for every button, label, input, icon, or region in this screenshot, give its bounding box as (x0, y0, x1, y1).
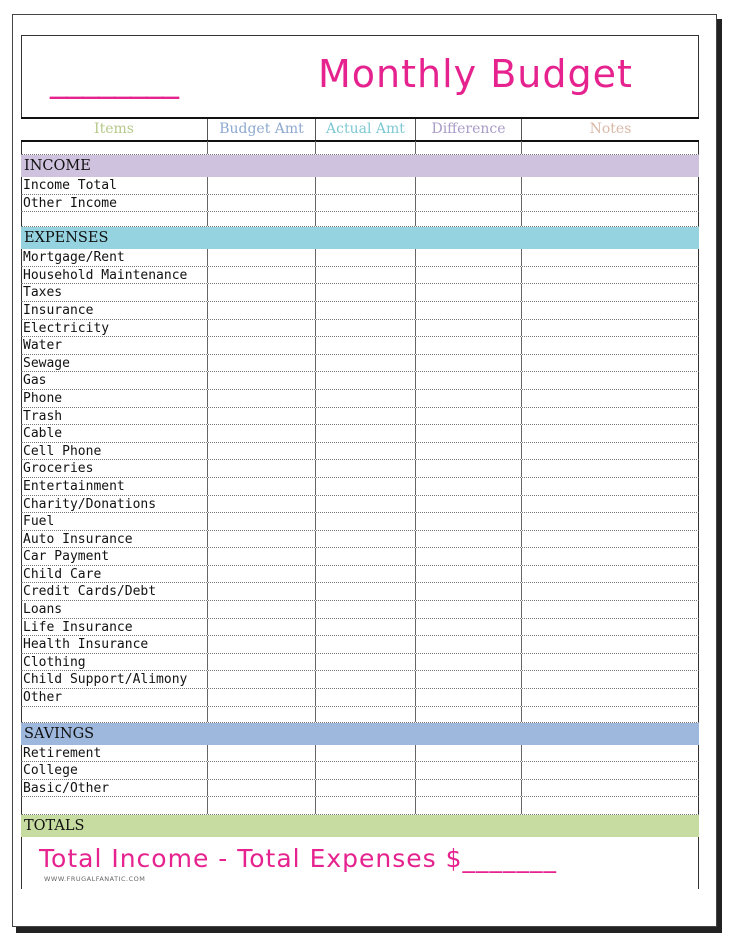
budget-amt-cell[interactable] (207, 654, 315, 671)
row-label: Auto Insurance (23, 531, 133, 547)
blank-cell[interactable] (21, 212, 207, 226)
column-header-actual-amt: Actual Amt (315, 119, 415, 140)
section-header-savings: SAVINGS (21, 723, 699, 745)
section-header-income: INCOME (21, 155, 699, 177)
budget-amt-cell[interactable] (207, 337, 315, 354)
spacer-row (21, 212, 699, 227)
expense-row (21, 566, 699, 584)
notes-cell[interactable] (521, 762, 699, 779)
budget-amt-cell[interactable] (207, 355, 315, 372)
budget-amt-cell[interactable] (207, 249, 315, 266)
spacer-row (21, 797, 699, 815)
row-label: Cell Phone (23, 443, 102, 459)
blank-cell[interactable] (21, 141, 207, 154)
expense-row (21, 531, 699, 549)
row-label: Car Payment (23, 549, 110, 565)
blank-cell[interactable] (315, 212, 415, 226)
row-label: Fuel (23, 514, 55, 530)
notes-cell[interactable] (521, 636, 699, 653)
expense-row (21, 443, 699, 461)
row-label: Income Total (23, 178, 117, 193)
actual-amt-cell[interactable] (315, 636, 415, 653)
income-row (21, 195, 699, 213)
actual-amt-cell[interactable] (315, 531, 415, 548)
budget-amt-cell[interactable] (207, 762, 315, 779)
row-label: Basic/Other (23, 780, 110, 796)
actual-amt-cell[interactable] (315, 762, 415, 779)
difference-cell[interactable] (415, 745, 521, 762)
row-label: Loans (23, 602, 63, 618)
notes-cell[interactable] (521, 337, 699, 354)
spacer-row (21, 141, 699, 155)
row-label: Insurance (23, 302, 94, 318)
budget-amt-cell[interactable] (207, 425, 315, 442)
actual-amt-cell[interactable] (315, 249, 415, 266)
savings-row (21, 762, 699, 780)
actual-amt-cell[interactable] (315, 478, 415, 495)
difference-cell[interactable] (415, 284, 521, 301)
blank-cell[interactable] (521, 707, 699, 722)
difference-cell[interactable] (415, 355, 521, 372)
actual-amt-cell[interactable] (315, 443, 415, 460)
blank-cell[interactable] (315, 141, 415, 154)
notes-cell[interactable] (521, 496, 699, 513)
blank-cell[interactable] (415, 212, 521, 226)
difference-cell[interactable] (415, 177, 521, 194)
row-label: Trash (23, 408, 63, 424)
section-header-expenses: EXPENSES (21, 227, 699, 249)
budget-amt-cell[interactable] (207, 531, 315, 548)
expense-row (21, 372, 699, 390)
expense-row (21, 249, 699, 267)
blank-cell[interactable] (415, 797, 521, 814)
expense-row (21, 601, 699, 619)
actual-amt-cell[interactable] (315, 460, 415, 477)
notes-cell[interactable] (521, 583, 699, 600)
actual-amt-cell[interactable] (315, 566, 415, 583)
actual-amt-cell[interactable] (315, 284, 415, 301)
notes-cell[interactable] (521, 548, 699, 565)
actual-amt-cell[interactable] (315, 583, 415, 600)
budget-amt-cell[interactable] (207, 745, 315, 762)
difference-cell[interactable] (415, 780, 521, 797)
difference-cell[interactable] (415, 566, 521, 583)
row-label: Gas (23, 373, 47, 389)
budget-amt-cell[interactable] (207, 478, 315, 495)
expense-row (21, 355, 699, 373)
actual-amt-cell[interactable] (315, 302, 415, 319)
difference-cell[interactable] (415, 654, 521, 671)
blank-cell[interactable] (415, 707, 521, 722)
budget-amt-cell[interactable] (207, 513, 315, 530)
blank-cell[interactable] (207, 707, 315, 722)
difference-cell[interactable] (415, 601, 521, 618)
expense-row (21, 390, 699, 408)
notes-cell[interactable] (521, 654, 699, 671)
difference-cell[interactable] (415, 302, 521, 319)
blank-cell[interactable] (315, 707, 415, 722)
budget-amt-cell[interactable] (207, 443, 315, 460)
budget-amt-cell[interactable] (207, 320, 315, 337)
difference-cell[interactable] (415, 372, 521, 389)
row-label: Child Care (23, 566, 102, 582)
budget-amt-cell[interactable] (207, 548, 315, 565)
notes-cell[interactable] (521, 177, 699, 194)
row-label: Cable (23, 426, 63, 442)
row-label: College (23, 763, 78, 779)
blank-cell[interactable] (521, 212, 699, 226)
blank-cell[interactable] (415, 141, 521, 154)
notes-cell[interactable] (521, 513, 699, 530)
actual-amt-cell[interactable] (315, 601, 415, 618)
difference-cell[interactable] (415, 443, 521, 460)
row-label: Clothing (23, 654, 86, 670)
blank-cell[interactable] (21, 707, 207, 722)
budget-form (21, 35, 699, 889)
row-label: Other (23, 690, 63, 706)
expense-row (21, 636, 699, 654)
totals-formula: Total Income - Total Expenses $_______ (39, 844, 558, 873)
row-label: Household Maintenance (23, 267, 188, 283)
difference-cell[interactable] (415, 513, 521, 530)
notes-cell[interactable] (521, 780, 699, 797)
actual-amt-cell[interactable] (315, 267, 415, 284)
actual-amt-cell[interactable] (315, 390, 415, 407)
actual-amt-cell[interactable] (315, 780, 415, 797)
budget-amt-cell[interactable] (207, 636, 315, 653)
expense-row (21, 337, 699, 355)
row-label: Child Support/Alimony (23, 672, 188, 688)
savings-row (21, 745, 699, 763)
blank-cell[interactable] (21, 797, 207, 814)
budget-amt-cell[interactable] (207, 267, 315, 284)
actual-amt-cell[interactable] (315, 355, 415, 372)
actual-amt-cell[interactable] (315, 689, 415, 706)
actual-amt-cell[interactable] (315, 671, 415, 688)
expense-row (21, 548, 699, 566)
budget-amt-cell[interactable] (207, 583, 315, 600)
budget-amt-cell[interactable] (207, 302, 315, 319)
difference-cell[interactable] (415, 408, 521, 425)
actual-amt-cell[interactable] (315, 320, 415, 337)
budget-amt-cell[interactable] (207, 619, 315, 636)
blank-cell[interactable] (207, 212, 315, 226)
expense-row (21, 619, 699, 637)
difference-cell[interactable] (415, 460, 521, 477)
difference-cell[interactable] (415, 636, 521, 653)
row-label: Retirement (23, 745, 102, 761)
difference-cell[interactable] (415, 478, 521, 495)
notes-cell[interactable] (521, 443, 699, 460)
notes-cell[interactable] (521, 601, 699, 618)
row-label: Credit Cards/Debt (23, 584, 157, 600)
actual-amt-cell[interactable] (315, 425, 415, 442)
budget-table (21, 141, 699, 837)
website-watermark: WWW.FRUGALFANATIC.COM (44, 875, 146, 883)
difference-cell[interactable] (415, 671, 521, 688)
column-header-difference: Difference (415, 119, 521, 140)
notes-cell[interactable] (521, 478, 699, 495)
blank-cell[interactable] (315, 797, 415, 814)
difference-cell[interactable] (415, 531, 521, 548)
expense-row (21, 654, 699, 672)
notes-cell[interactable] (521, 460, 699, 477)
difference-cell[interactable] (415, 195, 521, 212)
column-header-budget-amt: Budget Amt (207, 119, 315, 140)
row-label: Charity/Donations (23, 496, 157, 512)
budget-amt-cell[interactable] (207, 408, 315, 425)
budget-amt-cell[interactable] (207, 390, 315, 407)
row-label: Groceries (23, 461, 94, 477)
budget-amt-cell[interactable] (207, 284, 315, 301)
column-header-items: Items (94, 121, 134, 137)
notes-cell[interactable] (521, 566, 699, 583)
column-header-row (21, 117, 699, 142)
actual-amt-cell[interactable] (315, 408, 415, 425)
row-label: Taxes (23, 285, 63, 301)
expense-row (21, 425, 699, 443)
difference-cell[interactable] (415, 249, 521, 266)
budget-amt-cell[interactable] (207, 671, 315, 688)
difference-cell[interactable] (415, 425, 521, 442)
row-label: Mortgage/Rent (23, 250, 125, 266)
expense-row (21, 583, 699, 601)
blank-cell[interactable] (521, 797, 699, 814)
budget-amt-cell[interactable] (207, 460, 315, 477)
column-header-notes: Notes (521, 119, 699, 140)
notes-cell[interactable] (521, 249, 699, 266)
row-label: Other Income (23, 195, 117, 211)
row-label: Life Insurance (23, 619, 133, 635)
spacer-row (21, 707, 699, 723)
difference-cell[interactable] (415, 390, 521, 407)
difference-cell[interactable] (415, 320, 521, 337)
actual-amt-cell[interactable] (315, 548, 415, 565)
difference-cell[interactable] (415, 583, 521, 600)
actual-amt-cell[interactable] (315, 337, 415, 354)
actual-amt-cell[interactable] (315, 654, 415, 671)
difference-cell[interactable] (415, 689, 521, 706)
actual-amt-cell[interactable] (315, 619, 415, 636)
actual-amt-cell[interactable] (315, 496, 415, 513)
row-label: Health Insurance (23, 637, 149, 653)
expense-row (21, 478, 699, 496)
notes-cell[interactable] (521, 689, 699, 706)
row-label: Water (23, 338, 63, 354)
notes-cell[interactable] (521, 372, 699, 389)
expense-row (21, 496, 699, 514)
row-label: Phone (23, 390, 63, 406)
expense-row (21, 408, 699, 426)
actual-amt-cell[interactable] (315, 513, 415, 530)
notes-cell[interactable] (521, 531, 699, 548)
notes-cell[interactable] (521, 284, 699, 301)
budget-amt-cell[interactable] (207, 566, 315, 583)
difference-cell[interactable] (415, 496, 521, 513)
expense-row (21, 689, 699, 707)
expense-row (21, 267, 699, 285)
expense-row (21, 320, 699, 338)
notes-cell[interactable] (521, 267, 699, 284)
budget-amt-cell[interactable] (207, 496, 315, 513)
notes-cell[interactable] (521, 425, 699, 442)
title-blank-line[interactable]: ________ (50, 60, 178, 100)
notes-cell[interactable] (521, 302, 699, 319)
expense-row (21, 284, 699, 302)
notes-cell[interactable] (521, 195, 699, 212)
difference-cell[interactable] (415, 548, 521, 565)
budget-amt-cell[interactable] (207, 195, 315, 212)
budget-amt-cell[interactable] (207, 372, 315, 389)
actual-amt-cell[interactable] (315, 372, 415, 389)
difference-cell[interactable] (415, 762, 521, 779)
actual-amt-cell[interactable] (315, 745, 415, 762)
expense-row (21, 302, 699, 320)
page-title: Monthly Budget (318, 52, 633, 96)
notes-cell[interactable] (521, 671, 699, 688)
notes-cell[interactable] (521, 355, 699, 372)
title-area (22, 36, 698, 118)
expense-row (21, 460, 699, 478)
row-label: Electricity (23, 320, 110, 336)
blank-cell[interactable] (207, 141, 315, 154)
row-label: Sewage (23, 355, 70, 371)
actual-amt-cell[interactable] (315, 195, 415, 212)
notes-cell[interactable] (521, 408, 699, 425)
difference-cell[interactable] (415, 619, 521, 636)
expense-row (21, 513, 699, 531)
blank-cell[interactable] (521, 141, 699, 154)
actual-amt-cell[interactable] (315, 177, 415, 194)
savings-row (21, 780, 699, 798)
budget-amt-cell[interactable] (207, 689, 315, 706)
budget-amt-cell[interactable] (207, 177, 315, 194)
notes-cell[interactable] (521, 745, 699, 762)
budget-amt-cell[interactable] (207, 780, 315, 797)
expense-row (21, 671, 699, 689)
difference-cell[interactable] (415, 337, 521, 354)
notes-cell[interactable] (521, 320, 699, 337)
budget-amt-cell[interactable] (207, 601, 315, 618)
blank-cell[interactable] (207, 797, 315, 814)
row-label: Entertainment (23, 478, 125, 494)
difference-cell[interactable] (415, 267, 521, 284)
income-row (21, 177, 699, 195)
notes-cell[interactable] (521, 390, 699, 407)
notes-cell[interactable] (521, 619, 699, 636)
section-header-totals: TOTALS (21, 815, 699, 837)
